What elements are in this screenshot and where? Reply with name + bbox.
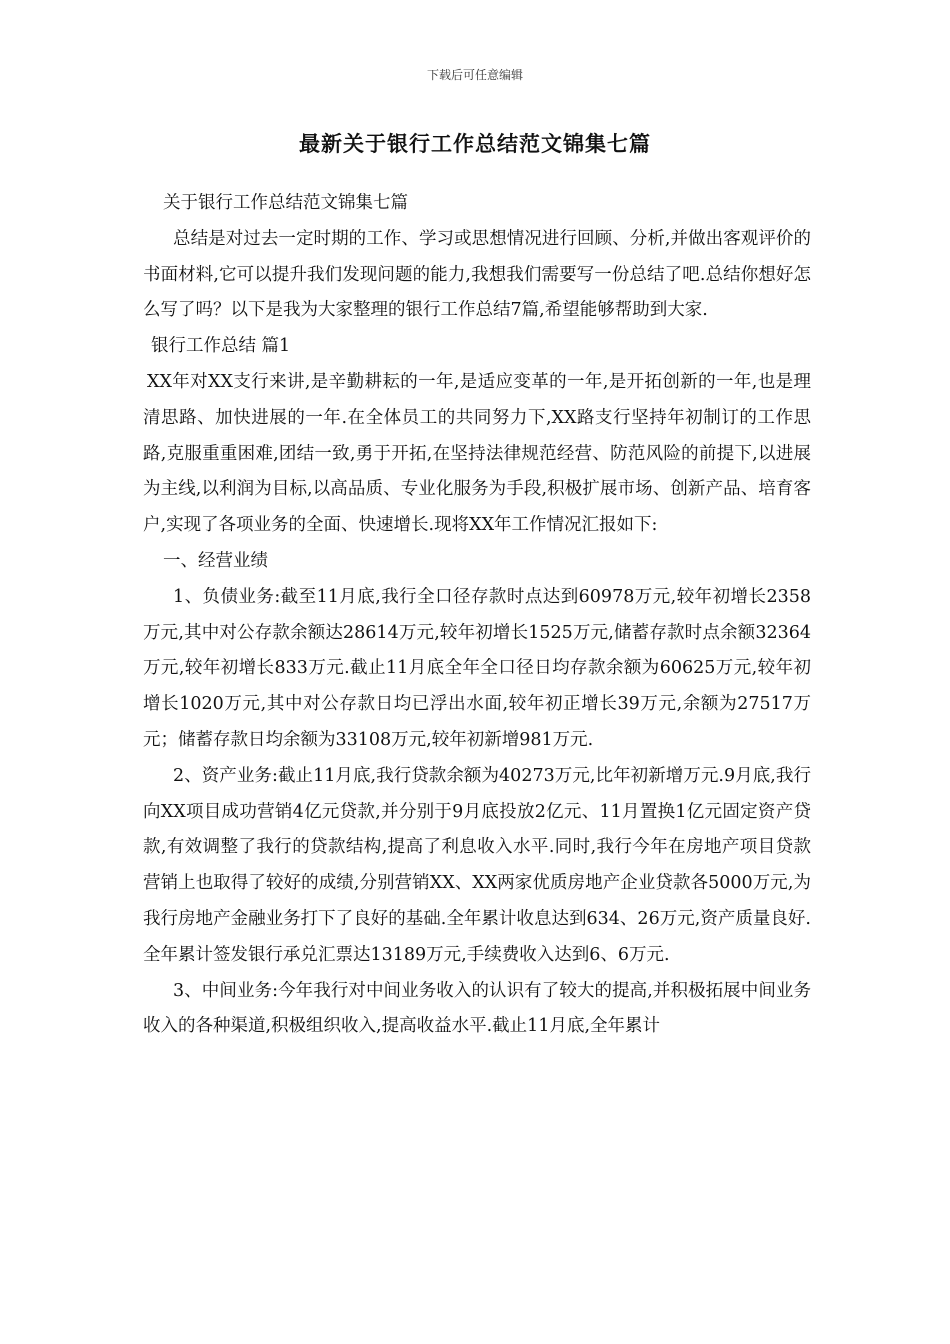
subtitle-paragraph: 关于银行工作总结范文锦集七篇 (163, 193, 408, 213)
subsection-heading: 一、经营业绩 (163, 550, 268, 571)
body-paragraph: 2、资产业务:截止11月底,我行贷款余额为40273万元,比年初新增万元.9月底,我行向XX项目成功营销4亿元贷款,并分别于9月底投放2亿元、11月置换1亿元固定资产贷款,有效调整了我行的贷款结构,提高了利息收入水平.同时,我行今年在房地产项目贷款营销上也取得了较好的成绩,分别营销XX、XX两家优质房地产企业贷款各5000万元,为我行房地产金融业务打下了良好的基础.全年累计收息达到634、26万元,资产质量良好.全年累计签发银行承兑汇票达13189万元,手续费收入达到6、6万元. (143, 765, 811, 965)
section-heading: 银行工作总结 篇1 (151, 336, 291, 357)
body-paragraph: 3、中间业务:今年我行对中间业务收入的认识有了较大的提高,并积极拓展中间业务收入的各种渠道,积极组织收入,提高收益水平.截止11月底,全年累计 (143, 980, 811, 1037)
body-paragraph: 1、负债业务:截至11月底,我行全口径存款时点达到60978万元,较年初增长2358万元,其中对公存款余额达28614万元,较年初增长1525万元,储蓄存款时点余额32364万元,较年初增长833万元.截止11月底全年全口径日均存款余额为60625万元,较年初增长1020万元,其中对公存款日均已浮出水面,较年初正增长39万元,余额为27517万元；储蓄存款日均余额为33108万元,较年初新增981万元. (143, 586, 811, 750)
document-body (143, 186, 811, 1045)
header-note: 下载后可任意编辑 (426, 68, 523, 82)
intro-paragraph: 总结是对过去一定时期的工作、学习或思想情况进行回顾、分析,并做出客观评价的书面材料,它可以提升我们发现问题的能力,我想我们需要写一份总结了吧.总结你想好怎么写了吗？以下是我为大家整理的银行工作总结7篇,希望能够帮助到大家. (143, 228, 811, 321)
document-title: 最新关于银行工作总结范文锦集七篇 (299, 132, 651, 156)
body-paragraph: XX年对XX支行来讲,是辛勤耕耘的一年,是适应变革的一年,是开拓创新的一年,也是理清思路、加快进展的一年.在全体员工的共同努力下,XX路支行坚持年初制订的工作思路,克服重重困难,团结一致,勇于开拓,在坚持法律规范经营、防范风险的前提下,以进展为主线,以利润为目标,以高品质、专业化服务为手段,积极扩展市场、创新产品、培育客户,实现了各项业务的全面、快速增长.现将XX年工作情况汇报如下: (143, 371, 811, 536)
